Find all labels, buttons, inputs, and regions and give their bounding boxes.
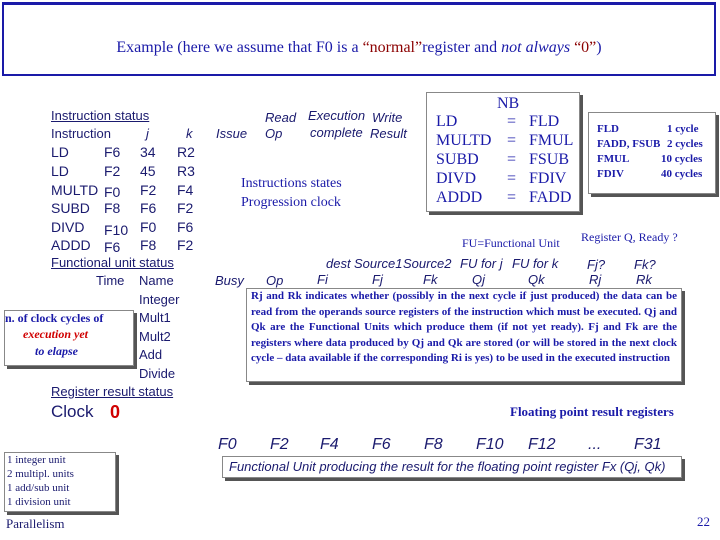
instr-i: F0 xyxy=(104,184,121,200)
col-j: j xyxy=(146,126,149,141)
instr-op: LD xyxy=(51,163,69,179)
col-dest: Fi xyxy=(317,272,328,287)
fu-unit-name: Divide xyxy=(139,366,176,381)
col-write-top: Write xyxy=(372,110,403,125)
latency-name: FADD, FSUB xyxy=(597,138,661,150)
clock-cycles-note-line1: n. of clock cycles of xyxy=(5,311,104,325)
title-text-2: register and xyxy=(422,39,502,56)
clock-cycles-note-line2: execution yet xyxy=(23,327,88,341)
latency-value: 1 cycle xyxy=(667,123,699,135)
instr-j: 34 xyxy=(140,144,156,160)
instr-i: F2 xyxy=(104,163,121,179)
latency-name: FLD xyxy=(597,123,619,135)
col-source1-top: Source1 xyxy=(354,256,403,271)
latency-value: 40 cycles xyxy=(661,168,703,180)
instr-j: F0 xyxy=(140,219,157,235)
instr-op: DIVD xyxy=(51,219,85,235)
nb-left: ADDD xyxy=(436,189,483,206)
units-line: 1 add/sub unit xyxy=(7,482,70,494)
latency-name: FDIV xyxy=(597,168,624,180)
nb-right: FADD xyxy=(529,189,572,206)
col-dest-top: dest xyxy=(326,256,351,271)
instr-i: F10 xyxy=(104,222,129,238)
footer-left: Parallelism xyxy=(6,516,65,531)
instruction-status-heading: Instruction status xyxy=(51,108,150,123)
nb-right: FDIV xyxy=(529,170,567,187)
nb-eq: = xyxy=(507,189,517,206)
fu-producing-panel xyxy=(222,456,682,478)
nb-right: FSUB xyxy=(529,151,570,168)
fp-result-registers: Floating point result registers xyxy=(510,404,674,419)
nb-panel xyxy=(426,92,580,212)
instr-k: R2 xyxy=(177,144,195,160)
register-label: F6 xyxy=(372,436,391,453)
units-box xyxy=(4,452,116,512)
states-note-line2: Progression clock xyxy=(241,195,341,210)
fu-label: FU=Functional Unit xyxy=(462,236,560,250)
col-fu-j-top: FU for j xyxy=(460,256,503,271)
instr-i: F6 xyxy=(104,144,121,160)
instr-k: R3 xyxy=(177,163,195,179)
col-instruction: Instruction xyxy=(51,126,111,141)
title-italic: not always xyxy=(501,39,571,56)
register-label: F12 xyxy=(528,436,556,453)
latency-value: 2 cycles xyxy=(667,138,703,150)
col-k: k xyxy=(186,126,193,141)
states-note-line1: Instructions states xyxy=(241,176,342,191)
col-fj-q: Fj? xyxy=(587,257,606,272)
nb-eq: = xyxy=(507,113,517,130)
fu-unit-name: Mult1 xyxy=(139,310,171,325)
title-text-4: ) xyxy=(596,39,602,56)
fu-unit-name: Mult2 xyxy=(139,329,171,344)
units-line: 1 division unit xyxy=(7,496,71,508)
title-quote-1: “normal” xyxy=(362,39,423,56)
latency-value: 10 cycles xyxy=(661,153,703,165)
register-label: F4 xyxy=(320,436,339,453)
col-write-bottom: Result xyxy=(370,126,407,141)
instr-op: ADDD xyxy=(51,237,91,253)
col-read-bottom: Op xyxy=(265,126,283,141)
nb-right: FMUL xyxy=(529,132,574,149)
nb-right: FLD xyxy=(529,113,560,130)
nb-left: SUBD xyxy=(436,151,479,168)
title-text-1: (here we assume that F0 is a xyxy=(173,39,363,56)
fu-status-heading: Functional unit status xyxy=(51,255,174,270)
units-line: 1 integer unit xyxy=(7,454,66,466)
instr-j: F6 xyxy=(140,200,157,216)
units-line: 2 multipl. units xyxy=(7,468,74,480)
title-frame xyxy=(2,2,716,76)
nb-eq: = xyxy=(507,151,517,168)
col-busy: Busy xyxy=(215,273,244,288)
clock-cycles-note xyxy=(4,310,134,366)
col-name: Name xyxy=(139,273,174,288)
rj-rk-note-panel xyxy=(246,288,682,382)
instr-j: 45 xyxy=(140,163,156,179)
nb-left: DIVD xyxy=(436,170,476,187)
col-fu-k-top: FU for k xyxy=(512,256,559,271)
nb-eq: = xyxy=(507,132,517,149)
col-fu-j: Qj xyxy=(472,272,485,287)
col-source2-top: Source2 xyxy=(403,256,452,271)
fu-unit-name: Add xyxy=(139,347,163,362)
instr-op: LD xyxy=(51,144,69,160)
col-rk: Rk xyxy=(636,272,652,287)
register-label: F2 xyxy=(270,436,289,453)
title-prefix: Example xyxy=(116,39,174,56)
clock-label: Clock xyxy=(51,402,94,421)
page-number: 22 xyxy=(697,514,710,529)
instr-k: F4 xyxy=(177,182,194,198)
clock-value: 0 xyxy=(110,402,121,422)
col-rj: Rj xyxy=(589,272,602,287)
title-quote-2: “0” xyxy=(574,39,597,56)
instr-k: F2 xyxy=(177,200,194,216)
instr-i: F8 xyxy=(104,200,121,216)
instr-op: MULTD xyxy=(51,182,99,198)
latency-name: FMUL xyxy=(597,153,630,165)
register-label: F31 xyxy=(634,436,662,453)
nb-left: LD xyxy=(436,113,458,130)
col-exec-top: Execution xyxy=(308,108,366,123)
instr-op: SUBD xyxy=(51,200,90,216)
register-label: F0 xyxy=(218,436,237,453)
instr-i: F6 xyxy=(104,239,121,255)
col-time: Time xyxy=(96,273,125,288)
col-op: Op xyxy=(266,273,284,288)
fu-producing-note: Functional Unit producing the result for the floating point register Fx (Qj, Qk) xyxy=(229,459,666,474)
instr-j: F8 xyxy=(140,237,157,253)
col-issue: Issue xyxy=(216,126,248,141)
register-label: F10 xyxy=(476,436,504,453)
nb-eq: = xyxy=(507,170,517,187)
nb-left: MULTD xyxy=(436,132,492,149)
col-source1: Fj xyxy=(372,272,383,287)
fu-unit-name: Integer xyxy=(139,292,180,307)
clock-cycles-note-line3: to elapse xyxy=(35,344,78,358)
instr-k: F2 xyxy=(177,237,194,253)
nb-heading: NB xyxy=(497,95,520,112)
register-label: ... xyxy=(588,436,602,453)
instr-j: F2 xyxy=(140,182,157,198)
slide-title xyxy=(4,39,714,57)
register-label: F8 xyxy=(424,436,443,453)
col-source2: Fk xyxy=(423,272,438,287)
col-fu-k: Qk xyxy=(528,272,545,287)
col-read-top: Read xyxy=(265,110,297,125)
instr-k: F6 xyxy=(177,219,194,235)
register-q-ready: Register Q, Ready ? xyxy=(581,230,678,244)
rj-rk-note: Rj and Rk indicates whether (possibly in the next cycle if just produced) the data can be read from the operands source registers of the instruction which must be executed. Qj and Qk are the Functional Units which produce them (if not yet ready). Fj and Fk are the registers where data produced by Qj and Qk are stored (or will be stored in the next clock cycle – data available if the corresponding Ri is yes) to be used in the executed instruction xyxy=(251,290,677,364)
col-exec-bottom: complete xyxy=(310,125,363,140)
latency-panel xyxy=(588,112,716,194)
register-result-status-heading: Register result status xyxy=(51,384,174,399)
col-fk-q: Fk? xyxy=(634,257,656,272)
